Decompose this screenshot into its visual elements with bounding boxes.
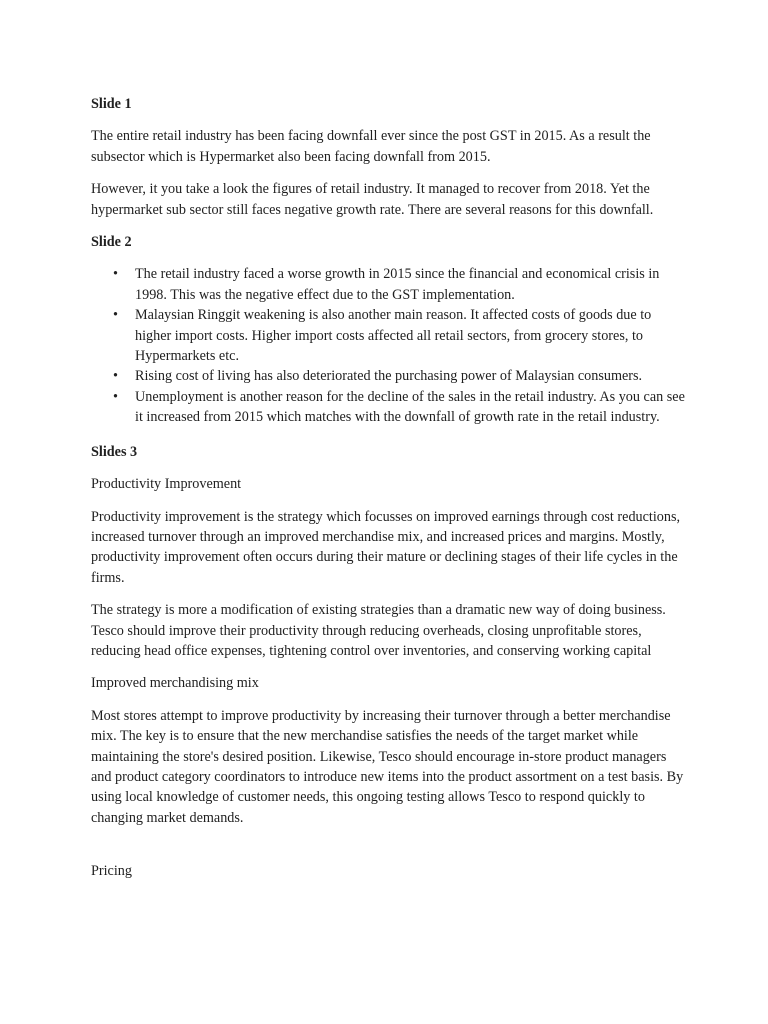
bullet-icon: • bbox=[113, 388, 118, 405]
slide-2-heading: Slide 2 bbox=[91, 234, 132, 251]
bullet-text: The retail industry faced a worse growth in 2015 since the financial and economical crisis in 1998. This was the negative effect due to the GST implementation. bbox=[135, 266, 660, 303]
productivity-paragraph: Productivity improvement is the strategy which focusses on improved earnings through cost reductions, increased turnover through an improved merchandise mix, and increased prices and margins. Mostly, productivity improvement often occurs during their mature or declining stages of their life cycles in the firms. bbox=[91, 508, 681, 586]
slide-1-paragraph: However, it you take a look the figures of retail industry. It managed to recover from 2018. Yet the hypermarket sub sector still faces negative growth rate. There are several reasons for this downfall. bbox=[91, 181, 654, 218]
bullet-icon: • bbox=[113, 307, 118, 324]
bullet-icon: • bbox=[113, 266, 118, 283]
merchandising-mix-title: Improved merchandising mix bbox=[91, 675, 259, 692]
productivity-paragraph: The strategy is more a modification of existing strategies than a dramatic new way of doing business. Tesco should improve their productivity through reducing overheads, closing unprofitable stores, reducing head office expenses, tightening control over inventories, and conserving working capital bbox=[91, 602, 666, 659]
bullet-item bbox=[91, 305, 689, 366]
slide-3-heading: Slides 3 bbox=[91, 443, 138, 460]
bullet-text: Rising cost of living has also deteriorated the purchasing power of Malaysian consumers. bbox=[135, 368, 643, 385]
slide-1-paragraph: The entire retail industry has been facing downfall ever since the post GST in 2015. As a result the subsector which is Hypermarket also been facing downfall from 2015. bbox=[91, 128, 651, 165]
slide-2-bullet-list bbox=[91, 264, 689, 427]
bullet-item bbox=[91, 387, 689, 428]
merchandising-paragraph: Most stores attempt to improve productivity by increasing their turnover through a better merchandise mix. The key is to ensure that the new merchandise satisfies the needs of the target market while maintaining the store's desired position. Likewise, Tesco should encourage in-store product managers and product category coordinators to introduce new items into the product assortment on a test basis. By using local knowledge of customer needs, this ongoing testing allows Tesco to respond quickly to changing market demands. bbox=[91, 707, 684, 826]
bullet-item bbox=[91, 366, 689, 386]
bullet-item bbox=[91, 264, 689, 305]
pricing-title: Pricing bbox=[91, 863, 132, 880]
bullet-text: Unemployment is another reason for the decline of the sales in the retail industry. As you can see it increased from 2015 which matches with the downfall of growth rate in the retail industry. bbox=[135, 388, 685, 426]
document-page bbox=[91, 94, 689, 894]
productivity-improvement-title: Productivity Improvement bbox=[91, 476, 242, 493]
bullet-icon: • bbox=[113, 368, 118, 385]
slide-1-heading: Slide 1 bbox=[91, 96, 132, 112]
bullet-text: Malaysian Ringgit weakening is also another main reason. It affected costs of goods due to higher import costs. Higher import costs affected all retail sectors, from grocery stores, to Hypermarkets etc. bbox=[135, 307, 652, 365]
